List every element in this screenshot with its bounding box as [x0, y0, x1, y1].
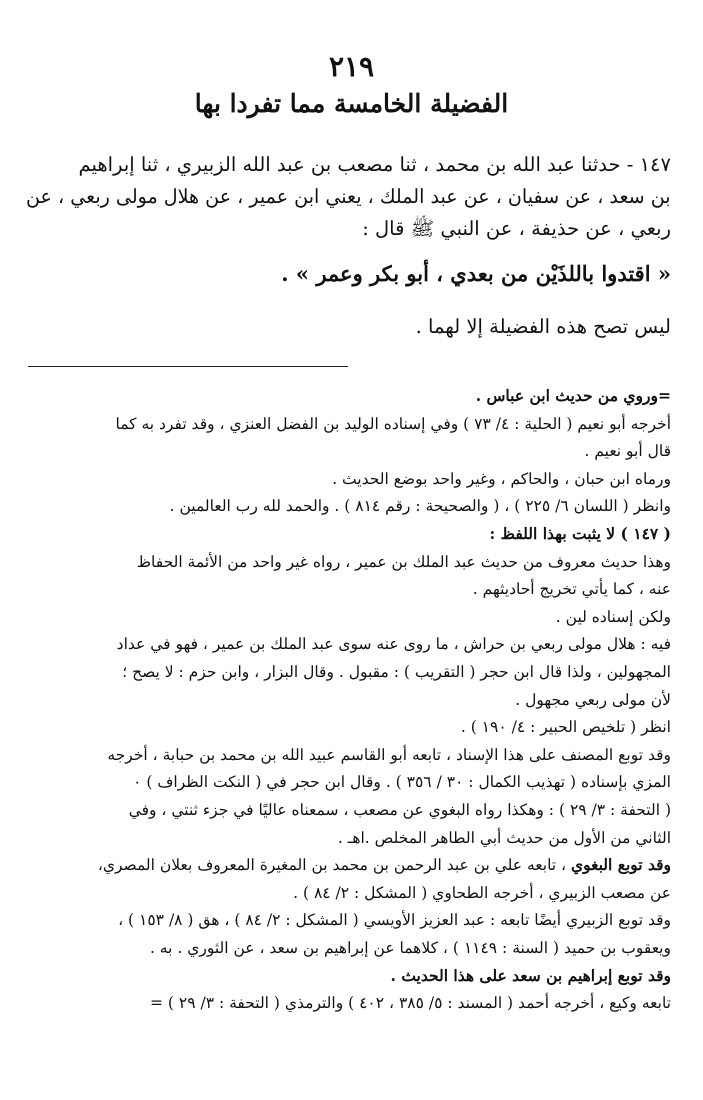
main-text-line: ربعي ، عن حذيفة ، عن النبي ﷺ قال :	[362, 217, 671, 240]
main-text-line: بن سعد ، عن سفيان ، عن عبد الملك ، يعني ابن عمير ، عن هلال مولى ربعي ، عن	[26, 185, 671, 208]
footnote-line: قال أبو نعيم .	[584, 442, 671, 461]
closing-remark: ليس تصح هذه الفضيلة إلا لهما .	[415, 315, 671, 338]
footnote-line: تابعه وكيع ، أخرجه أحمد ( المسند : ٥/ ٣٨٥ ، ٤٠٢ ) والترمذي ( التحفة : ٣/ ٢٩ ) =	[150, 994, 671, 1013]
main-text-line: ١٤٧ - حدثنا عبد الله بن محمد ، ثنا مصعب بن عبد الله الزبيري ، ثنا إبراهيم	[78, 153, 671, 176]
chapter-title: الفضيلة الخامسة مما تفردا بها	[194, 89, 509, 118]
footnote-line: المزي بإسناده ( تهذيب الكمال : ٣٠ / ٣٥٦ ) . وقال ابن حجر في ( النكت الظراف ) ٠	[133, 773, 671, 792]
page-number: ٢١٩	[328, 50, 375, 83]
footnote-line: ( ١٤٧ ) لا يثبت بهذا اللفظ :	[489, 524, 671, 543]
footnote-line: الثاني من الأول من حديث أبي الطاهر المخلص .اهـ .	[337, 828, 671, 847]
footnote-separator	[28, 366, 348, 367]
footnote-line: ( التحفة : ٣/ ٢٩ ) : وهكذا رواه البغوي عن مصعب ، سمعناه عاليًا في جزء ثنتي ، وفي	[128, 801, 671, 819]
footnote-line: لأن مولى ربعي مجهول .	[515, 690, 671, 709]
footnote-line: ويعقوب بن حميد ( السنة : ١١٤٩ ) ، كلاهما عن إبراهيم بن سعد ، عن الثوري . به .	[149, 939, 671, 957]
footnote-line: أخرجه أبو نعيم ( الحلية : ٤/ ٧٣ ) وفي إسناده الوليد بن الفضل العنزي ، وقد تفرد به كما	[115, 414, 671, 433]
footnote-line: وقد توبع المصنف على هذا الإسناد ، تابعه أبو القاسم عبيد الله بن محمد بن حبابة ، أخرجه	[107, 745, 671, 764]
footnote-line: عنه ، كما يأتي تخريج أحاديثهم .	[472, 580, 671, 599]
hadith-quote: « اقتدوا باللذَيْن من بعدي ، أبو بكر وعمر » .	[281, 261, 671, 286]
footnote-line: انظر ( تلخيص الحبير : ٤/ ١٩٠ ) .	[460, 718, 671, 737]
footnote-line: عن مصعب الزبيري ، أخرجه الطحاوي ( المشكل : ٢/ ٨٤ ) .	[293, 883, 671, 902]
footnote-line: =وروي من حديث ابن عباس .	[475, 386, 671, 405]
footnote-line: المجهولين ، ولذا قال ابن حجر ( التقريب ) : مقبول . وقال البزار ، وابن حزم : لا يصح ؛	[122, 663, 671, 681]
footnote-line: وقد توبع الزبيري أيضًا تابعه : عبد العزيز الأويسي ( المشكل : ٢/ ٨٤ ) ، هق ( ٨/ ١٥٣ ) ،	[118, 911, 671, 930]
footnote-line: وقد توبع البغوي ، تابعه علي بن عبد الرحمن بن محمد بن المغيرة المعروف بعلان المصري،	[97, 855, 671, 875]
footnote-line: وانظر ( اللسان ٦/ ٢٢٥ ) ، ( والصحيحة : رقم ٨١٤ ) . والحمد لله رب العالمين .	[169, 497, 671, 516]
footnote-line: وهذا حديث معروف من حديث عبد الملك بن عمير ، رواه غير واحد من الأئمة الحفاظ	[136, 552, 671, 571]
footnote-line: وقد توبع إبراهيم بن سعد على هذا الحديث .	[390, 965, 671, 985]
footnote-line: فيه : هلال مولى ربعي بن حراش ، ما روى عنه سوى عبد الملك بن عمير ، فهو في عداد	[116, 635, 671, 654]
footnote-line: ولكن إسناده لين .	[555, 607, 671, 626]
footnote-line: ورماه ابن حبان ، والحاكم ، وغير واحد بوضع الحديث .	[332, 469, 671, 488]
footnote-bold-lead: وقد توبع البغوي	[570, 855, 671, 875]
